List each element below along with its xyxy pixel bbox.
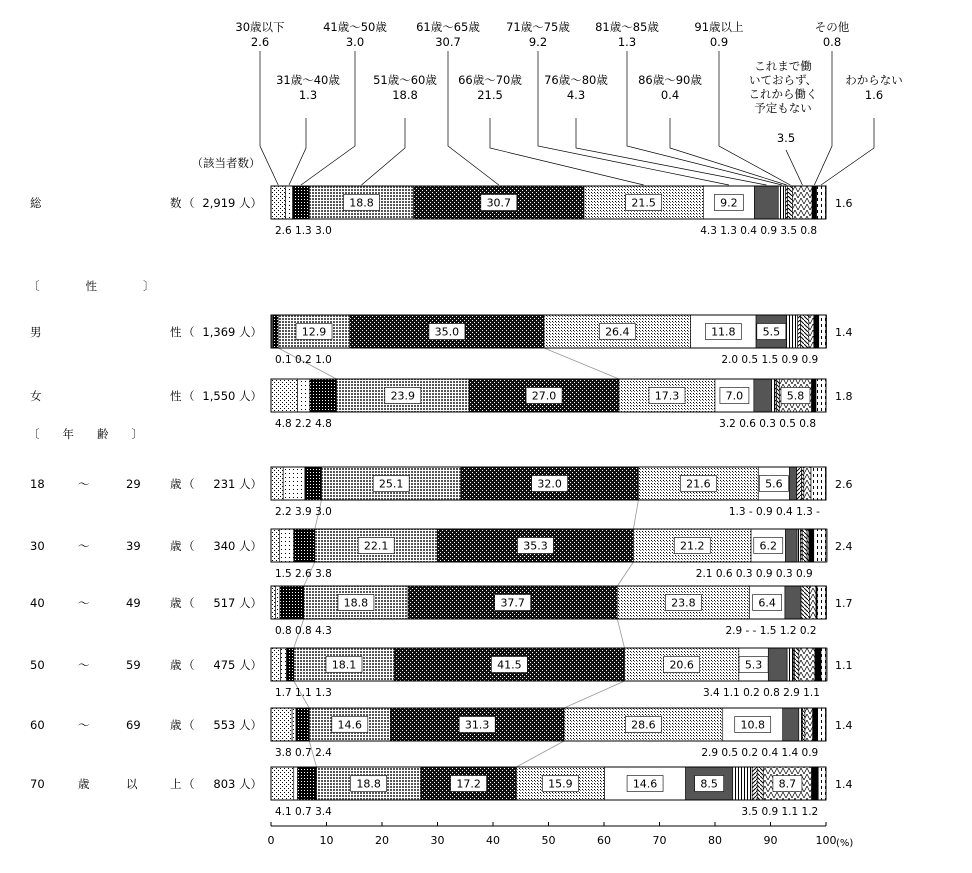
leader-line	[670, 118, 787, 185]
bar-segment	[814, 315, 819, 348]
small-value-labels: 2.9 - - 1.5 1.2 0.2	[725, 625, 817, 637]
data-label: 6.4	[758, 596, 776, 610]
legend-label: 41歳～50歳	[323, 20, 387, 34]
data-label: 6.2	[759, 539, 778, 553]
small-value-labels: 2.9 0.5 0.2 0.4 1.4 0.9	[701, 747, 819, 759]
bar-segment	[271, 467, 283, 500]
bar-segment	[292, 708, 296, 741]
data-label: 31.3	[464, 718, 490, 732]
small-value-labels: 0.1 0.2 1.0	[275, 354, 332, 366]
data-label: 18.8	[343, 596, 369, 610]
count-paren: （	[183, 658, 195, 672]
bar-segment	[813, 708, 818, 741]
right-value-label: 1.4	[835, 778, 853, 791]
data-label: 17.2	[456, 777, 481, 791]
bar-segment	[789, 467, 796, 500]
right-value-label: 2.4	[835, 540, 853, 553]
bar-segment	[752, 767, 757, 800]
row-label-part: 男	[30, 325, 42, 339]
data-label: 7.0	[725, 389, 744, 403]
legend-label: 31歳～40歳	[276, 73, 340, 87]
bar-segment	[310, 379, 337, 412]
bar-segment	[298, 767, 317, 800]
leader-line	[814, 51, 832, 185]
row-label	[30, 777, 262, 791]
legend-value: 30.7	[435, 35, 461, 49]
row-label-part: 歳	[170, 718, 182, 732]
right-value-label: 1.1	[835, 659, 853, 672]
bar-segment	[287, 648, 294, 681]
x-tick-label: 50	[541, 834, 556, 847]
bar-segment	[785, 586, 801, 619]
bar-segment	[809, 586, 816, 619]
data-label: 18.8	[356, 777, 381, 791]
row-label	[30, 596, 262, 610]
data-label: 28.6	[631, 718, 656, 732]
x-tick-label: 10	[319, 834, 334, 847]
bar-segment	[271, 708, 292, 741]
bar-segment	[799, 648, 815, 681]
row-label-part: ～	[78, 658, 90, 672]
bar-segment	[754, 186, 778, 219]
small-value-labels: 4.1 0.7 3.4	[275, 806, 332, 818]
right-value-label: 1.4	[835, 326, 853, 339]
row-label-part: 60	[30, 718, 45, 732]
count-paren: （	[183, 596, 195, 610]
row-count: 1,369 人）	[202, 325, 262, 339]
section-label: 〔 年 齢 〕	[28, 427, 143, 441]
x-tick-label: 60	[597, 834, 611, 847]
data-label: 27.0	[531, 389, 557, 403]
data-label: 21.5	[631, 196, 656, 210]
row-label-part: ～	[78, 539, 90, 553]
legend-value: 1.6	[864, 88, 884, 102]
legend-value: 18.8	[392, 88, 418, 102]
row-label-part: 数	[170, 196, 182, 210]
row-label-part: 59	[126, 658, 141, 672]
data-label: 32.0	[537, 477, 562, 491]
row-label-part: 以	[126, 777, 138, 791]
bar-segment	[785, 529, 797, 562]
data-label: 25.1	[378, 477, 404, 491]
leader-line	[576, 118, 766, 185]
legend-label: 51歳～60歳	[373, 73, 437, 87]
legend-value: 1.3	[617, 35, 637, 49]
bar-segment	[799, 708, 802, 741]
legend-label: 61歳～65歳	[416, 20, 480, 34]
bar-segment	[757, 767, 763, 800]
row-label-part: ～	[78, 477, 90, 491]
row-label	[30, 477, 262, 491]
data-label: 8.5	[700, 777, 718, 791]
count-paren: （	[183, 718, 195, 732]
data-label: 14.6	[337, 718, 363, 732]
row-label-part: 歳	[170, 658, 182, 672]
data-label: 15.9	[548, 777, 573, 791]
data-label: 12.9	[301, 325, 327, 339]
count-paren: （	[183, 196, 195, 210]
row-label	[30, 718, 262, 732]
data-label: 5.8	[786, 389, 805, 403]
data-label: 23.9	[390, 389, 416, 403]
small-value-labels: 3.4 1.1 0.2 0.8 2.9 1.1	[703, 687, 820, 699]
small-value-labels: 1.7 1.1 1.3	[275, 687, 332, 699]
bar-segment	[772, 379, 775, 412]
legend-label: 86歳～90歳	[638, 73, 702, 87]
row-label-part: 歳	[170, 596, 182, 610]
bar-segment	[271, 767, 294, 800]
bar-segment	[797, 467, 802, 500]
row-label	[30, 196, 262, 210]
row-count: 803 人）	[213, 777, 262, 791]
small-value-labels: 3.5 0.9 1.1 1.2	[741, 806, 819, 818]
legend-label: 91歳以上	[694, 20, 744, 34]
bar-segment	[804, 467, 811, 500]
leader-line	[490, 118, 644, 185]
right-value-label: 1.7	[835, 597, 853, 610]
bar-segment	[754, 379, 772, 412]
bar-segment	[803, 708, 805, 741]
data-label: 17.3	[654, 389, 680, 403]
bar-segment	[279, 529, 293, 562]
bar-segment	[787, 315, 798, 348]
bar-segment	[800, 315, 808, 348]
bar-segment	[271, 586, 275, 619]
leader-line	[538, 51, 729, 185]
legend-label: これから働く	[748, 87, 818, 101]
legend-value: 21.5	[477, 88, 503, 102]
data-label: 5.3	[744, 658, 763, 672]
bar-segment	[271, 379, 298, 412]
x-tick-label: 40	[486, 834, 500, 847]
row-label	[30, 325, 262, 339]
row-count: 2,919 人）	[202, 196, 262, 210]
row-count: 231 人）	[213, 477, 262, 491]
row-label-part: 69	[126, 718, 141, 732]
data-label: 5.5	[762, 325, 781, 339]
count-header: （該当者数）	[191, 156, 261, 170]
small-value-labels: 4.8 2.2 4.8	[275, 418, 332, 430]
bar-segment	[787, 648, 793, 681]
bar-segment	[283, 467, 305, 500]
row-count: 553 人）	[213, 718, 262, 732]
count-paren: （	[183, 539, 195, 553]
data-label: 11.8	[711, 325, 736, 339]
leader-line	[448, 51, 499, 185]
bar-segment	[802, 467, 804, 500]
row-label-part: 歳	[78, 777, 90, 791]
row-label-part: ～	[78, 596, 90, 610]
x-tick-label: 80	[708, 834, 722, 847]
row-label	[30, 539, 262, 553]
bar-segment	[801, 586, 809, 619]
bar-segment	[816, 379, 826, 412]
legend-value: 2.6	[250, 35, 270, 49]
row-label-part: 40	[30, 596, 45, 610]
bar-segment	[818, 767, 826, 800]
row-label-part: 29	[126, 477, 141, 491]
bar-segment	[805, 708, 813, 741]
connector-line	[516, 741, 564, 767]
row-count: 517 人）	[213, 596, 262, 610]
data-label: 9.2	[720, 196, 738, 210]
bar-segment	[733, 767, 752, 800]
small-value-labels: 3.8 0.7 2.4	[275, 747, 332, 759]
row-label-part: 性	[170, 325, 182, 339]
legend-label: 30歳以下	[235, 20, 285, 34]
bar-segment	[785, 186, 787, 219]
bar-segment	[768, 648, 787, 681]
row-label-part: ～	[78, 718, 90, 732]
bar-segment	[802, 529, 807, 562]
leader-line	[821, 118, 874, 185]
count-paren: （	[183, 325, 195, 339]
legend-value: 3.0	[345, 35, 365, 49]
legend-label: これまで働	[754, 59, 812, 73]
bar-segment	[778, 186, 785, 219]
small-value-labels: 3.2 0.6 0.3 0.5 0.8	[719, 418, 817, 430]
bar-segment	[294, 529, 315, 562]
right-value-label: 1.4	[835, 719, 853, 732]
legend-value: 4.3	[566, 88, 586, 102]
x-tick-label: 90	[763, 834, 778, 847]
data-label: 21.6	[686, 477, 711, 491]
data-label: 26.4	[605, 325, 630, 339]
bar-segment	[814, 529, 827, 562]
connector-line	[633, 500, 638, 529]
small-value-labels: 2.6 1.3 3.0	[275, 225, 332, 237]
row-label-part: 上	[170, 777, 182, 791]
x-tick-label: 0	[267, 834, 275, 847]
bar-segment	[794, 648, 798, 681]
row-label-part: 性	[170, 389, 182, 403]
data-label: 35.0	[434, 325, 460, 339]
legend-value: 0.8	[822, 35, 842, 49]
x-tick-label: 70	[652, 834, 667, 847]
data-label: 20.6	[669, 658, 694, 672]
bar-segment	[812, 379, 816, 412]
row-label-part: 18	[30, 477, 45, 491]
bar-segment	[280, 586, 304, 619]
bar-segment	[271, 648, 280, 681]
small-value-labels: 1.3 - 0.9 0.4 1.3 -	[728, 506, 820, 518]
small-value-labels: 2.1 0.6 0.3 0.9 0.3 0.9	[695, 568, 813, 580]
count-paren: （	[183, 777, 195, 791]
x-unit-label: (%)	[836, 838, 854, 849]
connector-line	[617, 619, 624, 648]
bar-segment	[809, 315, 814, 348]
small-value-labels: 2.0 0.5 1.5 0.9 0.9	[721, 354, 819, 366]
data-label: 18.1	[331, 658, 357, 672]
legend-label: 予定もない	[754, 101, 812, 115]
data-label: 10.8	[740, 718, 765, 732]
bar-segment	[817, 186, 826, 219]
section-label: 〔 性 〕	[28, 279, 155, 293]
right-value-label: 2.6	[835, 478, 853, 491]
row-label	[30, 658, 262, 672]
leader-line	[298, 51, 355, 185]
bar-segment	[788, 186, 793, 219]
row-count: 340 人）	[213, 539, 262, 553]
data-label: 5.6	[765, 477, 783, 491]
row-label-part: 39	[126, 539, 141, 553]
legend-label: 66歳～70歳	[458, 73, 522, 87]
bar-segment	[777, 379, 780, 412]
bar-segment	[271, 529, 279, 562]
row-count: 475 人）	[213, 658, 262, 672]
small-value-labels: 1.5 2.6 3.8	[275, 568, 332, 580]
right-value-label: 1.6	[835, 197, 853, 210]
row-label-part: 30	[30, 539, 45, 553]
legend-label: 76歳～80歳	[544, 73, 608, 87]
small-value-labels: 4.3 1.3 0.4 0.9 3.5 0.8	[700, 225, 818, 237]
bar-segment	[280, 648, 286, 681]
row-label-part: 70	[30, 777, 45, 791]
leader-line	[260, 51, 278, 185]
bar-segment	[271, 186, 285, 219]
bar-segment	[275, 586, 279, 619]
legend-label: その他	[814, 20, 850, 34]
legend-label: わからない	[845, 73, 903, 87]
data-label: 30.7	[486, 196, 512, 210]
data-label: 21.2	[679, 539, 705, 553]
bar-segment	[294, 767, 298, 800]
count-paren: （	[183, 389, 195, 403]
bar-segment	[285, 186, 292, 219]
legend-label: 81歳～85歳	[595, 20, 659, 34]
bar-segment	[811, 467, 825, 500]
bar-segment	[815, 648, 821, 681]
bar-segment	[296, 708, 309, 741]
legend-value: 0.9	[709, 35, 729, 49]
legend-label: いておらず、	[748, 73, 818, 87]
bar-segment	[819, 315, 827, 348]
bar-segment	[305, 467, 322, 500]
legend-value: 0.4	[660, 88, 680, 102]
legend-label: 71歳～75歳	[506, 20, 570, 34]
data-label: 23.8	[671, 596, 696, 610]
count-paren: （	[183, 477, 195, 491]
bar-segment	[812, 767, 819, 800]
bar-segment	[293, 186, 310, 219]
data-label: 22.1	[363, 539, 389, 553]
bar-segment	[798, 315, 801, 348]
data-label: 14.6	[632, 777, 658, 791]
legend-value: 9.2	[528, 35, 548, 49]
bar-segment	[273, 315, 279, 348]
bar-segment	[783, 708, 799, 741]
bar-segment	[797, 529, 800, 562]
data-label: 37.7	[500, 596, 525, 610]
bar-segment	[793, 186, 812, 219]
legend-value: 3.5	[776, 131, 796, 145]
x-axis	[268, 822, 854, 849]
row-label-part: 歳	[170, 477, 182, 491]
connector-line	[564, 681, 624, 708]
row-label-part: 50	[30, 658, 45, 672]
data-label: 41.5	[497, 658, 522, 672]
data-label: 18.8	[349, 196, 374, 210]
right-value-label: 1.8	[835, 390, 853, 403]
row-label-part: 歳	[170, 539, 182, 553]
x-tick-label: 30	[430, 834, 445, 847]
bar-segment	[818, 708, 826, 741]
legend-value: 1.3	[298, 88, 318, 102]
small-value-labels: 2.2 3.9 3.0	[275, 506, 332, 518]
row-label-part: 女	[30, 389, 42, 403]
row-label	[30, 389, 262, 403]
x-tick-label: 20	[375, 834, 389, 847]
leader-line	[361, 118, 405, 185]
bar-segment	[809, 529, 814, 562]
leader-line	[786, 150, 802, 185]
connector-line	[544, 348, 619, 379]
row-label-part: 総	[30, 196, 42, 210]
leader-line	[289, 118, 306, 185]
row-count: 1,550 人）	[202, 389, 262, 403]
bar-segment	[298, 379, 310, 412]
bar-segment	[812, 186, 816, 219]
bar-segment	[817, 586, 826, 619]
connector-line	[617, 562, 633, 586]
legend	[235, 20, 902, 145]
row-label-part: 49	[126, 596, 141, 610]
data-label: 8.7	[778, 777, 797, 791]
data-label: 35.3	[523, 539, 548, 553]
small-value-labels: 0.8 0.8 4.3	[275, 625, 332, 637]
x-tick-label: 100	[815, 834, 837, 847]
